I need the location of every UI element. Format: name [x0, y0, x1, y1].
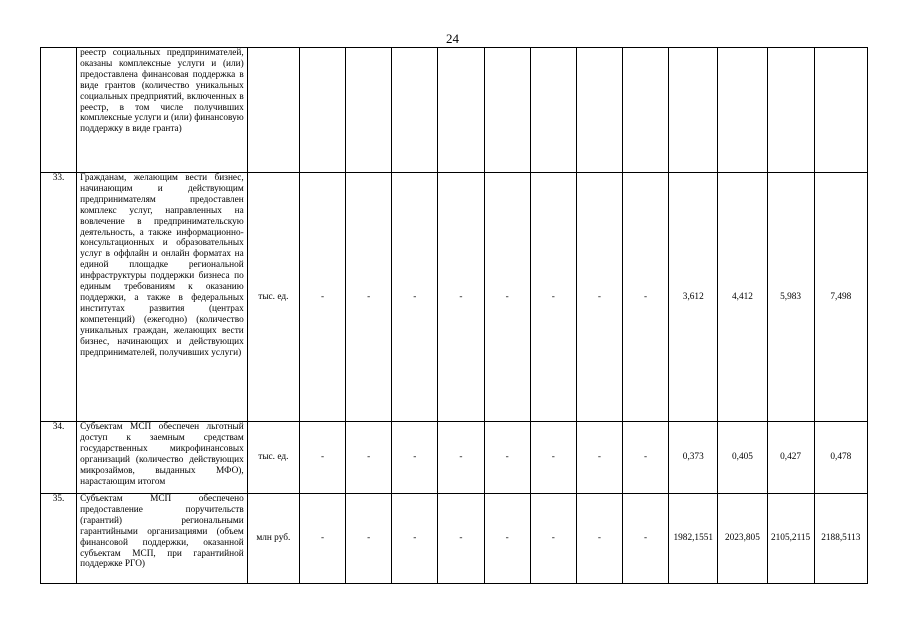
value-cell: - [299, 173, 345, 422]
value-cell: - [346, 494, 392, 584]
row-number: 33. [41, 173, 77, 422]
value-cell: - [530, 422, 576, 494]
value-cell: 2105,2115 [767, 494, 814, 584]
value-cell: 1982,1551 [669, 494, 718, 584]
value-cell: 0,373 [669, 422, 718, 494]
row-number [41, 48, 77, 173]
value-cell: - [623, 494, 669, 584]
indicator-description: реестр социальных предпринимателей, оказаны комплексные услуги и (или) предоставлена финансовая поддержка в виде грантов (количество уникальных социальных предприятий, включенных в реестр, в том числе получивших комплексные услуги и (или) финансовую поддержку в виде гранта) [77, 48, 248, 173]
row-number: 35. [41, 494, 77, 584]
row-number: 34. [41, 422, 77, 494]
value-cell [576, 48, 622, 173]
value-cell [623, 48, 669, 173]
value-cell [767, 48, 814, 173]
value-cell: - [346, 173, 392, 422]
value-cell: - [576, 173, 622, 422]
value-cell: - [346, 422, 392, 494]
value-cell: - [530, 494, 576, 584]
value-cell [392, 48, 438, 173]
value-cell [484, 48, 530, 173]
value-cell: - [438, 422, 484, 494]
value-cell: - [438, 494, 484, 584]
value-cell [718, 48, 767, 173]
value-cell [346, 48, 392, 173]
value-cell [669, 48, 718, 173]
value-cell: 3,612 [669, 173, 718, 422]
value-cell: 0,427 [767, 422, 814, 494]
value-cell [530, 48, 576, 173]
unit-cell: млн руб. [247, 494, 299, 584]
value-cell: - [576, 422, 622, 494]
value-cell: 4,412 [718, 173, 767, 422]
value-cell: - [484, 422, 530, 494]
indicators-table [40, 47, 868, 584]
indicator-description: Субъектам МСП обеспечен льготный доступ к заемным средствам государственных микрофинансовых организаций (количество действующих микрозаймов, выданных МФО), нарастающим итогом [77, 422, 248, 494]
unit-cell [247, 48, 299, 173]
value-cell: - [392, 173, 438, 422]
value-cell: - [438, 173, 484, 422]
unit-cell: тыс. ед. [247, 422, 299, 494]
value-cell [299, 48, 345, 173]
value-cell: - [299, 494, 345, 584]
value-cell: - [392, 422, 438, 494]
value-cell: 7,498 [814, 173, 867, 422]
indicator-description: Гражданам, желающим вести бизнес, начинающим и действующим предпринимателям предоставлен комплекс услуг, направленных на вовлечение в предпринимательскую деятельность, а также информационно-консультационных и образовательных услуг в оффлайн и онлайн форматах на единой площадке региональной инфраструктуры поддержки бизнеса по единым требованиям к оказанию поддержки, а также в федеральных институтах развития (центрах компетенций) (ежегодно) (количество уникальных граждан, желающих вести бизнес, начинающих и действующих предпринимателей, получивших услуги) [77, 173, 248, 422]
value-cell: - [576, 494, 622, 584]
value-cell: - [299, 422, 345, 494]
value-cell: - [530, 173, 576, 422]
page-number: 24 [446, 31, 459, 46]
value-cell: - [623, 173, 669, 422]
value-cell: 2188,5113 [814, 494, 867, 584]
value-cell: - [484, 494, 530, 584]
value-cell: 5,983 [767, 173, 814, 422]
value-cell [814, 48, 867, 173]
indicator-description: Субъектам МСП обеспечено предоставление поручительств (гарантий) региональными гарантийными организациями (объем финансовой поддержки, оказанной субъектам МСП, при гарантийной поддержке РГО) [77, 494, 248, 584]
value-cell: - [392, 494, 438, 584]
value-cell: - [484, 173, 530, 422]
value-cell: 2023,805 [718, 494, 767, 584]
value-cell [438, 48, 484, 173]
table-row [41, 173, 868, 422]
unit-cell: тыс. ед. [247, 173, 299, 422]
table-row [41, 422, 868, 494]
value-cell: 0,405 [718, 422, 767, 494]
table-row [41, 48, 868, 173]
value-cell: - [623, 422, 669, 494]
table-row [41, 494, 868, 584]
value-cell: 0,478 [814, 422, 867, 494]
